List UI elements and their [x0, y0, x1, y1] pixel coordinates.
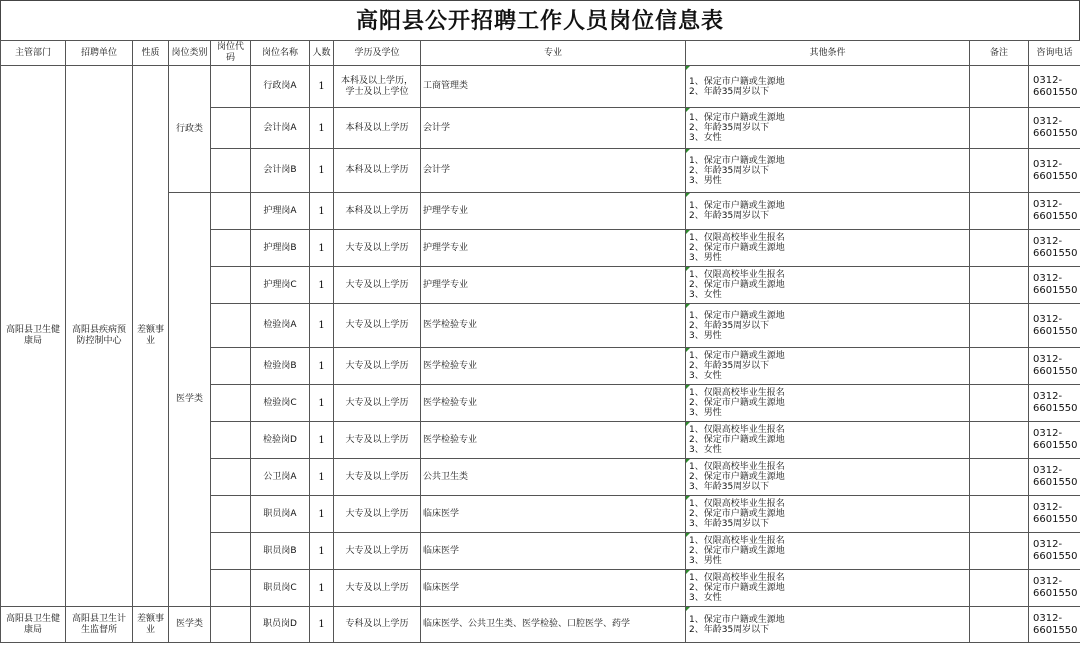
- remark-cell: [970, 304, 1029, 348]
- education-cell: 大专及以上学历: [334, 459, 421, 496]
- remark-cell: [970, 66, 1029, 108]
- conditions-cell: 1、仅限高校毕业生报名 2、保定市户籍或生源地 3、年龄35周岁以下: [686, 496, 970, 533]
- conditions-cell: 1、仅限高校毕业生报名 2、保定市户籍或生源地 3、女性: [686, 422, 970, 459]
- category-cell: 医学类: [169, 607, 211, 643]
- post-name-cell: 职员岗D: [251, 607, 310, 643]
- remark-cell: [970, 570, 1029, 607]
- conditions-cell: 1、仅限高校毕业生报名 2、保定市户籍或生源地 3、女性: [686, 570, 970, 607]
- code-cell: [211, 267, 251, 304]
- count-cell: 1: [310, 422, 334, 459]
- phone-cell: 0312- 6601550: [1029, 230, 1080, 267]
- count-cell: 1: [310, 193, 334, 230]
- count-cell: 1: [310, 570, 334, 607]
- major-cell: 护理学专业: [421, 230, 686, 267]
- phone-cell: 0312- 6601550: [1029, 496, 1080, 533]
- unit-cell: 高阳县疾病预防控制中心: [66, 66, 133, 607]
- remark-cell: [970, 267, 1029, 304]
- post-name-cell: 行政岗A: [251, 66, 310, 108]
- conditions-cell: 1、仅限高校毕业生报名 2、保定市户籍或生源地 3、男性: [686, 385, 970, 422]
- phone-cell: 0312- 6601550: [1029, 533, 1080, 570]
- post-name-cell: 职员岗A: [251, 496, 310, 533]
- post-name-cell: 检验岗B: [251, 348, 310, 385]
- major-cell: 护理学专业: [421, 267, 686, 304]
- education-cell: 本科及以上学历: [334, 108, 421, 149]
- count-cell: 1: [310, 66, 334, 108]
- code-cell: [211, 570, 251, 607]
- post-name-cell: 护理岗A: [251, 193, 310, 230]
- education-cell: 专科及以上学历: [334, 607, 421, 643]
- count-cell: 1: [310, 267, 334, 304]
- table-row: [1, 66, 1080, 108]
- post-name-cell: 公卫岗A: [251, 459, 310, 496]
- post-name-cell: 职员岗B: [251, 533, 310, 570]
- count-cell: 1: [310, 304, 334, 348]
- col-header: 岗位代码: [211, 41, 251, 66]
- code-cell: [211, 607, 251, 643]
- phone-cell: 0312- 6601550: [1029, 193, 1080, 230]
- remark-cell: [970, 149, 1029, 193]
- remark-cell: [970, 230, 1029, 267]
- category-cell: 医学类: [169, 193, 211, 607]
- category-cell: 行政类: [169, 66, 211, 193]
- col-header: 人数: [310, 41, 334, 66]
- conditions-cell: 1、保定市户籍或生源地 2、年龄35周岁以下: [686, 193, 970, 230]
- code-cell: [211, 533, 251, 570]
- col-header: 主管部门: [1, 41, 66, 66]
- major-cell: 工商管理类: [421, 66, 686, 108]
- remark-cell: [970, 385, 1029, 422]
- remark-cell: [970, 193, 1029, 230]
- phone-cell: 0312- 6601550: [1029, 348, 1080, 385]
- count-cell: 1: [310, 149, 334, 193]
- major-cell: 临床医学: [421, 496, 686, 533]
- conditions-cell: 1、仅限高校毕业生报名 2、保定市户籍或生源地 3、男性: [686, 533, 970, 570]
- header-row: [1, 41, 1080, 66]
- conditions-cell: 1、仅限高校毕业生报名 2、保定市户籍或生源地 3、男性: [686, 230, 970, 267]
- code-cell: [211, 348, 251, 385]
- job-info-table: [0, 40, 1080, 643]
- code-cell: [211, 230, 251, 267]
- post-name-cell: 护理岗B: [251, 230, 310, 267]
- post-name-cell: 会计岗B: [251, 149, 310, 193]
- col-header: 岗位类别: [169, 41, 211, 66]
- remark-cell: [970, 533, 1029, 570]
- major-cell: 护理学专业: [421, 193, 686, 230]
- phone-cell: 0312- 6601550: [1029, 422, 1080, 459]
- major-cell: 临床医学、公共卫生类、医学检验、口腔医学、药学: [421, 607, 686, 643]
- phone-cell: 0312- 6601550: [1029, 607, 1080, 643]
- major-cell: 公共卫生类: [421, 459, 686, 496]
- remark-cell: [970, 607, 1029, 643]
- conditions-cell: 1、保定市户籍或生源地 2、年龄35周岁以下 3、男性: [686, 304, 970, 348]
- col-header: 专业: [421, 41, 686, 66]
- count-cell: 1: [310, 533, 334, 570]
- phone-cell: 0312- 6601550: [1029, 304, 1080, 348]
- conditions-cell: 1、仅限高校毕业生报名 2、保定市户籍或生源地 3、女性: [686, 267, 970, 304]
- education-cell: 本科及以上学历， 学士及以上学位: [334, 66, 421, 108]
- col-header: 其他条件: [686, 41, 970, 66]
- conditions-cell: 1、保定市户籍或生源地 2、年龄35周岁以下 3、男性: [686, 149, 970, 193]
- education-cell: 本科及以上学历: [334, 193, 421, 230]
- education-cell: 大专及以上学历: [334, 496, 421, 533]
- post-name-cell: 职员岗C: [251, 570, 310, 607]
- col-header: 岗位名称: [251, 41, 310, 66]
- post-name-cell: 检验岗D: [251, 422, 310, 459]
- col-header: 性质: [133, 41, 169, 66]
- education-cell: 本科及以上学历: [334, 149, 421, 193]
- count-cell: 1: [310, 496, 334, 533]
- nature-cell: 差额事业: [133, 66, 169, 607]
- conditions-cell: 1、仅限高校毕业生报名 2、保定市户籍或生源地 3、年龄35周岁以下: [686, 459, 970, 496]
- code-cell: [211, 422, 251, 459]
- phone-cell: 0312- 6601550: [1029, 459, 1080, 496]
- remark-cell: [970, 496, 1029, 533]
- major-cell: 医学检验专业: [421, 422, 686, 459]
- code-cell: [211, 108, 251, 149]
- conditions-cell: 1、保定市户籍或生源地 2、年龄35周岁以下 3、女性: [686, 348, 970, 385]
- col-header: 学历及学位: [334, 41, 421, 66]
- remark-cell: [970, 108, 1029, 149]
- education-cell: 大专及以上学历: [334, 348, 421, 385]
- conditions-cell: 1、保定市户籍或生源地 2、年龄35周岁以下: [686, 66, 970, 108]
- education-cell: 大专及以上学历: [334, 304, 421, 348]
- count-cell: 1: [310, 348, 334, 385]
- code-cell: [211, 149, 251, 193]
- major-cell: 临床医学: [421, 570, 686, 607]
- col-header: 备注: [970, 41, 1029, 66]
- phone-cell: 0312- 6601550: [1029, 66, 1080, 108]
- education-cell: 大专及以上学历: [334, 267, 421, 304]
- code-cell: [211, 304, 251, 348]
- phone-cell: 0312- 6601550: [1029, 149, 1080, 193]
- major-cell: 医学检验专业: [421, 348, 686, 385]
- phone-cell: 0312- 6601550: [1029, 267, 1080, 304]
- unit-cell: 高阳县卫生计生监督所: [66, 607, 133, 643]
- remark-cell: [970, 459, 1029, 496]
- code-cell: [211, 496, 251, 533]
- count-cell: 1: [310, 230, 334, 267]
- table-title: 高阳县公开招聘工作人员岗位信息表: [0, 0, 1080, 40]
- education-cell: 大专及以上学历: [334, 570, 421, 607]
- major-cell: 会计学: [421, 108, 686, 149]
- count-cell: 1: [310, 385, 334, 422]
- major-cell: 会计学: [421, 149, 686, 193]
- remark-cell: [970, 348, 1029, 385]
- col-header: 咨询电话: [1029, 41, 1080, 66]
- post-name-cell: 护理岗C: [251, 267, 310, 304]
- remark-cell: [970, 422, 1029, 459]
- education-cell: 大专及以上学历: [334, 385, 421, 422]
- education-cell: 大专及以上学历: [334, 533, 421, 570]
- conditions-cell: 1、保定市户籍或生源地 2、年龄35周岁以下 3、女性: [686, 108, 970, 149]
- post-name-cell: 检验岗A: [251, 304, 310, 348]
- education-cell: 大专及以上学历: [334, 422, 421, 459]
- education-cell: 大专及以上学历: [334, 230, 421, 267]
- phone-cell: 0312- 6601550: [1029, 385, 1080, 422]
- count-cell: 1: [310, 607, 334, 643]
- dept-cell: 高阳县卫生健康局: [1, 607, 66, 643]
- count-cell: 1: [310, 108, 334, 149]
- table-row: [1, 607, 1080, 643]
- post-name-cell: 会计岗A: [251, 108, 310, 149]
- col-header: 招聘单位: [66, 41, 133, 66]
- major-cell: 医学检验专业: [421, 385, 686, 422]
- phone-cell: 0312- 6601550: [1029, 570, 1080, 607]
- count-cell: 1: [310, 459, 334, 496]
- major-cell: 医学检验专业: [421, 304, 686, 348]
- nature-cell: 差额事业: [133, 607, 169, 643]
- major-cell: 临床医学: [421, 533, 686, 570]
- dept-cell: 高阳县卫生健康局: [1, 66, 66, 607]
- code-cell: [211, 193, 251, 230]
- code-cell: [211, 385, 251, 422]
- conditions-cell: 1、保定市户籍或生源地 2、年龄35周岁以下: [686, 607, 970, 643]
- post-name-cell: 检验岗C: [251, 385, 310, 422]
- phone-cell: 0312- 6601550: [1029, 108, 1080, 149]
- code-cell: [211, 459, 251, 496]
- code-cell: [211, 66, 251, 108]
